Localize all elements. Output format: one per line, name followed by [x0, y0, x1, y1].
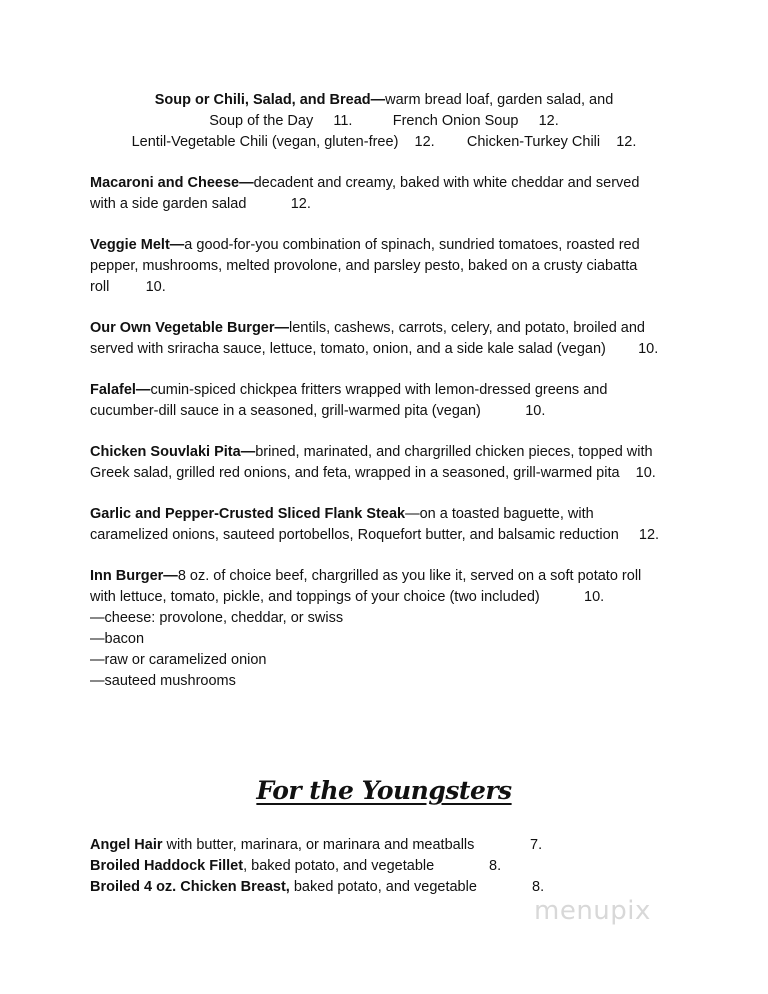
item-name: Chicken Souvlaki Pita— [90, 444, 256, 460]
menu-item-flank-steak [90, 504, 690, 546]
soup-line-2: Soup of the Day 11. French Onion Soup 12. [209, 113, 559, 129]
burger-option: —bacon [90, 631, 145, 647]
menu-item-falafel [90, 380, 690, 422]
item-desc: served with sriracha sauce, lettuce, tomato, onion, and a side kale salad (vegan) 10. [90, 341, 659, 357]
item-name: Garlic and Pepper-Crusted Sliced Flank Steak [90, 506, 406, 522]
item-name: Our Own Vegetable Burger— [90, 320, 290, 336]
item-desc: with a side garden salad 12. [90, 196, 311, 212]
item-name: Broiled Haddock Fillet [90, 858, 244, 874]
youngsters-title: For the Youngsters [256, 776, 512, 805]
item-desc: decadent and creamy, baked with white cheddar and served [253, 175, 640, 191]
burger-option: —cheese: provolone, cheddar, or swiss [90, 610, 344, 626]
item-name: Falafel— [90, 382, 151, 398]
item-name: Angel Hair [90, 837, 163, 853]
item-desc: with butter, marinara, or marinara and meatballs [162, 837, 475, 853]
item-desc: a good-for-you combination of spinach, sundried tomatoes, roasted red [184, 237, 640, 253]
burger-option: —raw or caramelized onion [90, 652, 267, 668]
menu-item-vegetable-burger [90, 318, 690, 360]
menu-item-souvlaki [90, 442, 690, 484]
burger-option: —sauteed mushrooms [90, 673, 236, 689]
item-desc: roll 10. [90, 279, 166, 295]
item-desc: baked potato, and vegetable [289, 879, 477, 895]
item-price: 8. [489, 858, 502, 874]
item-desc: brined, marinated, and chargrilled chicken pieces, topped with [255, 444, 653, 460]
soup-line-1 [0, 90, 768, 111]
item-name: Veggie Melt— [90, 237, 185, 253]
kids-item-chicken-breast [90, 877, 477, 898]
item-desc: cumin-spiced chickpea fritters wrapped with lemon-dressed greens and [150, 382, 608, 398]
kids-item-haddock [90, 856, 434, 877]
menu-item-macaroni [90, 173, 690, 215]
soup-desc: warm bread loaf, garden salad, and [385, 92, 614, 108]
item-desc: cucumber-dill sauce in a seasoned, grill-warmed pita (vegan) 10. [90, 403, 546, 419]
menu-item-veggie-melt [90, 235, 690, 298]
item-desc: lentils, cashews, carrots, celery, and potato, broiled and [289, 320, 645, 336]
item-name: Broiled 4 oz. Chicken Breast, [90, 879, 290, 895]
item-name: Macaroni and Cheese— [90, 175, 254, 191]
item-desc: caramelized onions, sauteed portobellos, Roquefort butter, and balsamic reduction 12. [90, 527, 660, 543]
menu-item-inn-burger [90, 566, 690, 692]
soup-title: Soup or Chili, Salad, and Bread— [154, 92, 386, 108]
soup-line-3: Lentil-Vegetable Chili (vegan, gluten-free) 12. Chicken-Turkey Chili 12. [131, 134, 637, 150]
item-name: Inn Burger— [90, 568, 178, 584]
item-price: 7. [530, 837, 543, 853]
kids-item-angel-hair [90, 835, 474, 856]
menupix-watermark: menupix [534, 896, 651, 926]
item-desc: —on a toasted baguette, with [405, 506, 594, 522]
item-price: 8. [532, 879, 545, 895]
item-desc: pepper, mushrooms, melted provolone, and parsley pesto, baked on a crusty ciabatta [90, 258, 638, 274]
item-desc: 8 oz. of choice beef, chargrilled as you like it, served on a soft potato roll [177, 568, 642, 584]
item-desc: Greek salad, grilled red onions, and feta, wrapped in a seasoned, grill-warmed pita 10. [90, 465, 656, 481]
item-desc: with lettuce, tomato, pickle, and toppings of your choice (two included) 10. [90, 589, 605, 605]
item-desc: , baked potato, and vegetable [243, 858, 435, 874]
